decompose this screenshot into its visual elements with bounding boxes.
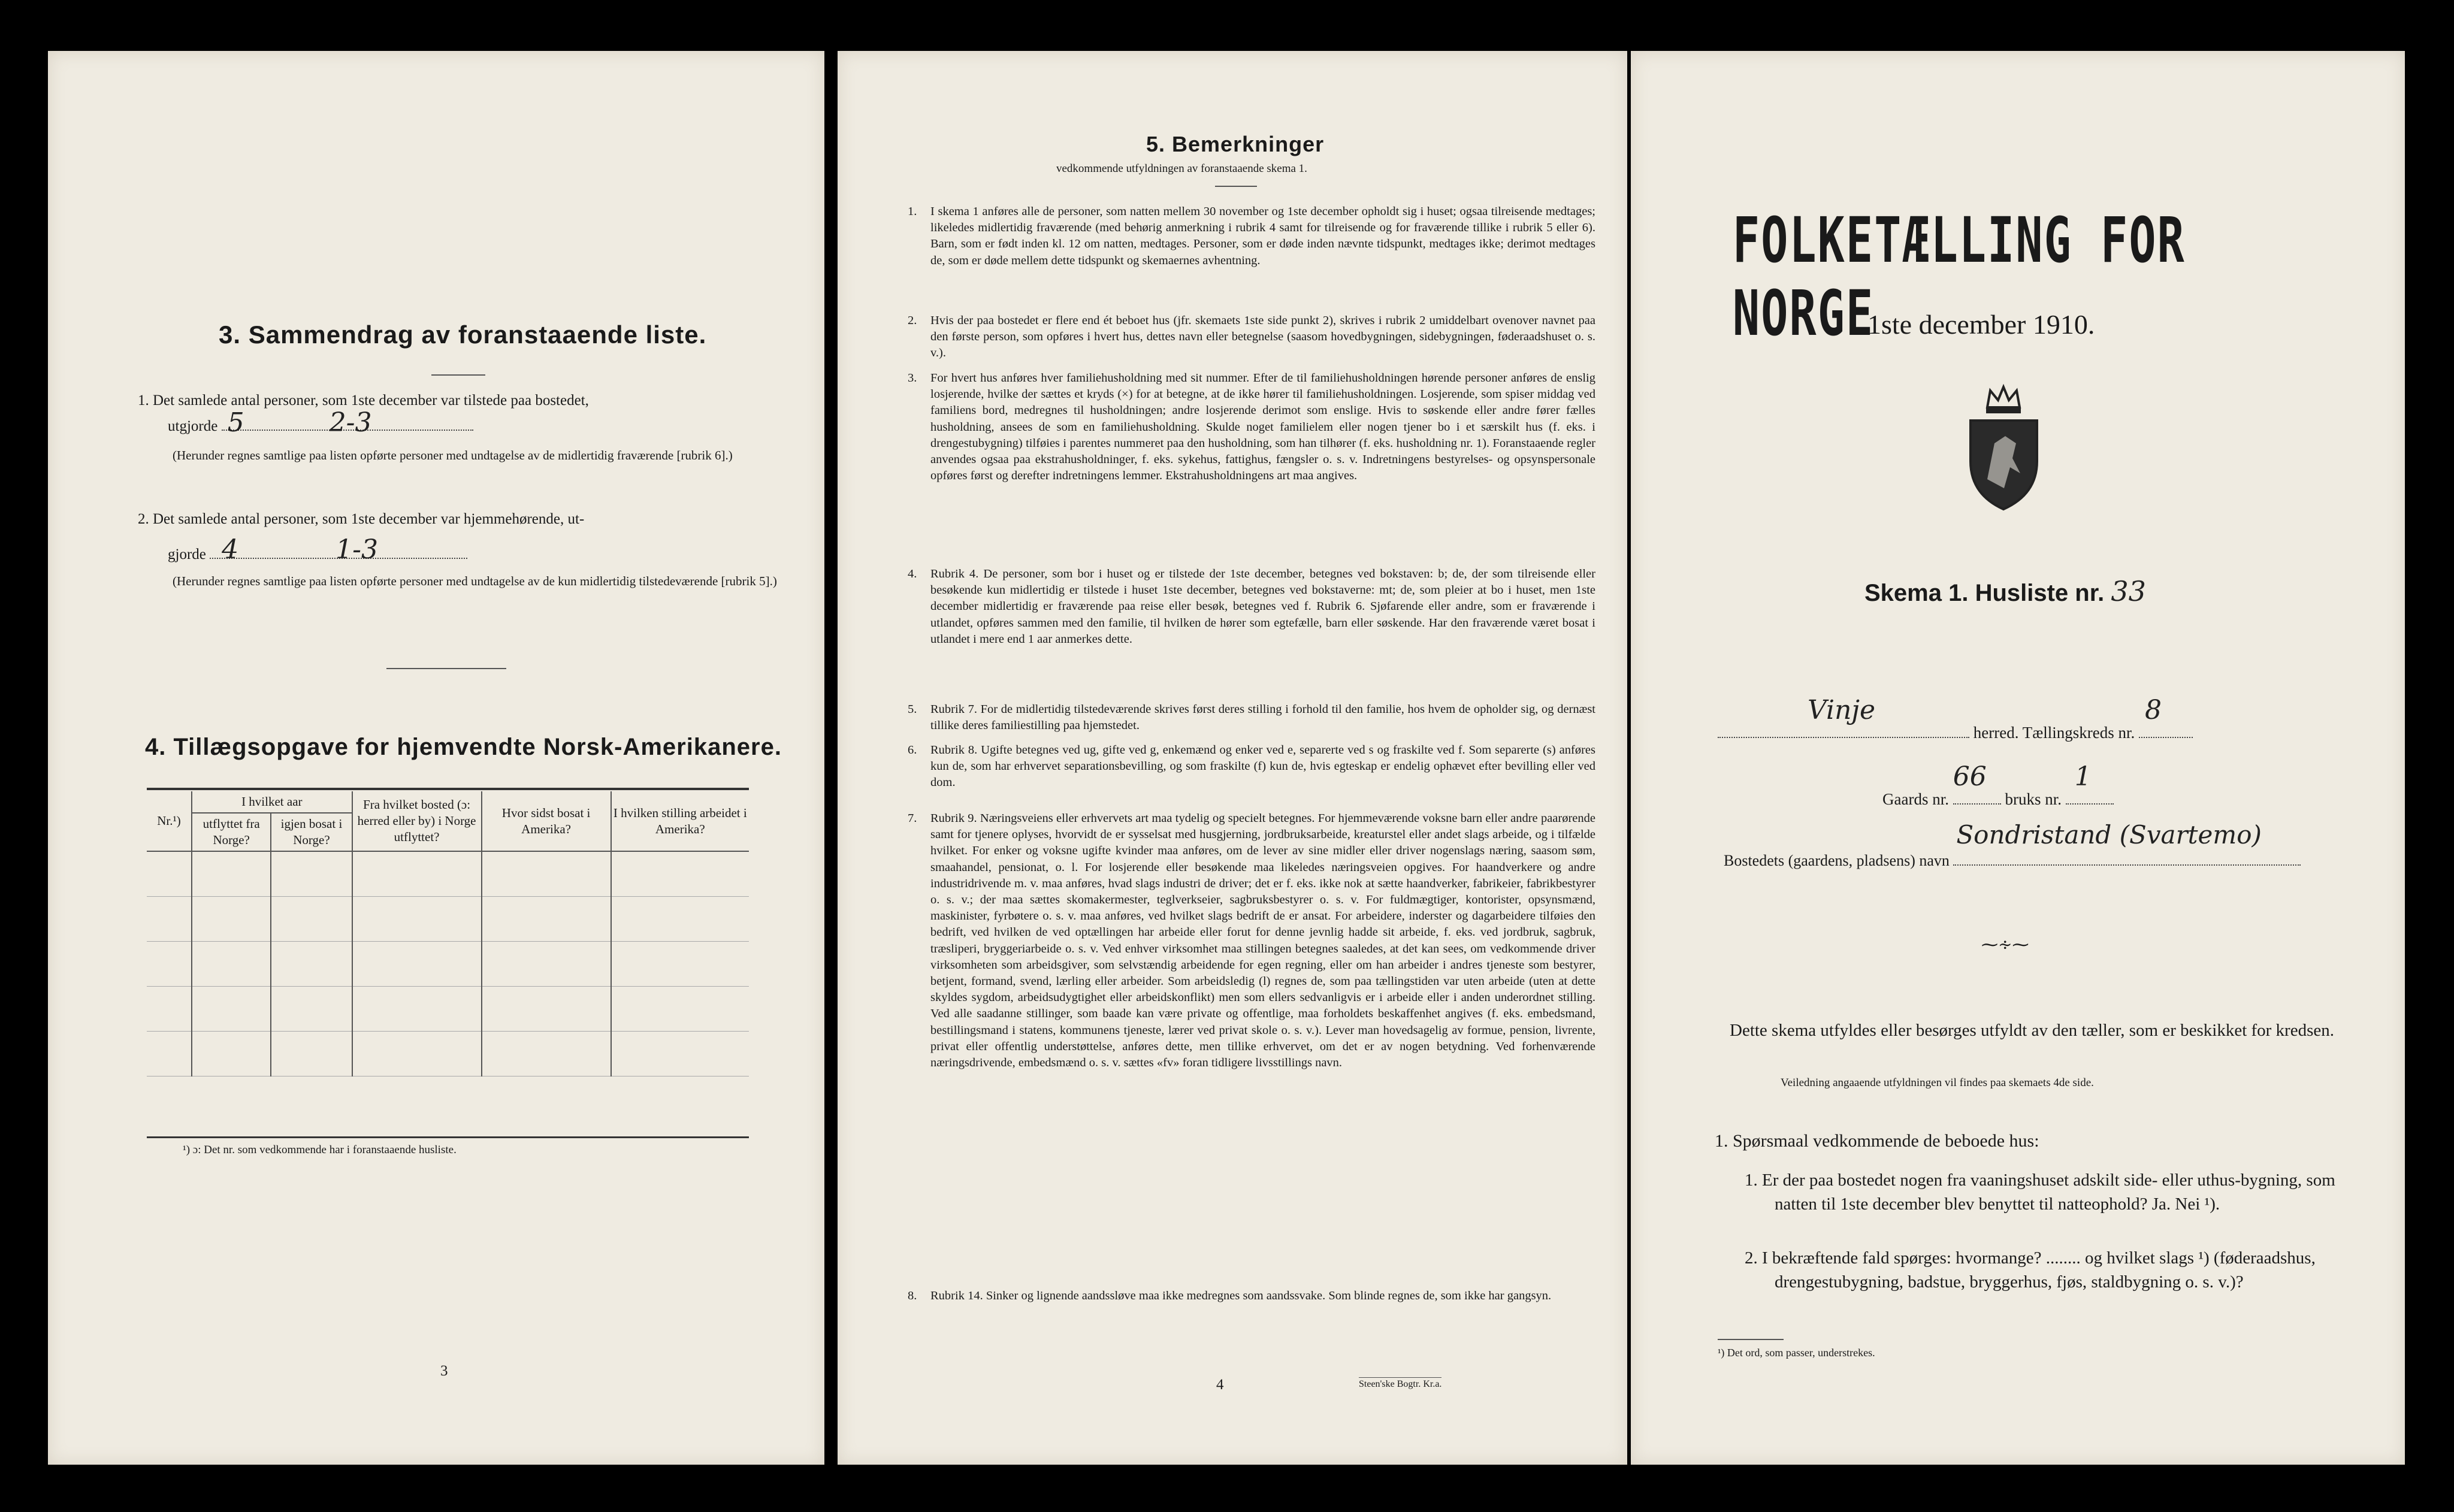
question-2: 2. I bekræftende fald spørges: hvormange? ........ og hvilket slags ¹) (føderaadshus, drengestubygning, badstue, bryggerhus, fjøs, staldbygning o. s. v.)? <box>1745 1248 2316 1292</box>
col-from-place: Fra hvilket bosted (ɔ: herred eller by) i Norge utflyttet? <box>352 791 482 851</box>
item1-text: 1. Det samlede antal personer, som 1ste december var tilstede paa bostedet, <box>138 392 589 409</box>
printer-mark: Steen'ske Bogtr. Kr.a. <box>1359 1377 1441 1390</box>
norsk-amerikanere-table <box>147 791 749 1076</box>
table-row <box>147 1032 749 1076</box>
table-row <box>147 942 749 987</box>
herred-hand: Vinje <box>1808 695 1876 725</box>
divider <box>1215 186 1257 187</box>
bruks-hand: 1 <box>2074 761 2092 792</box>
table-top-rule <box>147 788 749 790</box>
item2-text: 2. Det samlede antal personer, som 1ste december var hjemmehørende, ut- <box>138 511 585 527</box>
col-emigrated: utflyttet fra Norge? <box>192 813 271 851</box>
question-1: 1. Er der paa bostedet nogen fra vaaningshuset adskilt side- eller uthus-bygning, som natten til 1ste december blev benyttet til natteophold? Ja. Nei ¹). <box>1745 1171 2335 1214</box>
divider <box>1718 1339 1784 1340</box>
item2-hand-b: 1-3 <box>336 534 378 565</box>
item1-hand-b: 2-3 <box>329 407 372 438</box>
item1-value-line <box>168 407 767 438</box>
remarks-title: 5. Bemerkninger <box>1146 132 1325 156</box>
col-group-year: I hvilket aar <box>192 791 352 813</box>
right-page <box>1631 51 2405 1465</box>
item2-prefix: gjorde <box>168 546 206 563</box>
item1-prefix: utgjorde <box>168 418 218 434</box>
remark-item-1: 1. I skema 1 anføres alle de personer, som natten mellem 30 november og 1ste december opholdt sig i huset; ogsaa tilreisende medtages; likeledes midlertidig fraværende (med behørig anmerkning i rubrik 4 samt for tilreisende og for fraværende tillike i rubrik 5 eller 6). Barn, som er født inden kl. 12 om natten, medtages. Personer, som er døde inden nævnte tidspunkt, medtages ikke; derimot medtages de, som er døde mellem dette tidspunkt og skemaernes avhentning. <box>908 205 1595 267</box>
coat-of-arms-icon <box>1963 383 2044 512</box>
page-number: 4 <box>1216 1377 1224 1393</box>
divider <box>386 668 506 669</box>
ornament-icon: ⁓∻⁓ <box>1981 936 2029 954</box>
right-footnote: ¹) Det ord, som passer, understrekes. <box>1718 1347 1875 1359</box>
item1-note: (Herunder regnes samtlige paa listen opførte personer med undtagelse av de midlertidig fraværende [rubrik 6].) <box>173 448 733 462</box>
bosted-label: Bostedets (gaardens, pladsens) navn <box>1724 852 1950 869</box>
schema-line <box>1864 575 2146 607</box>
middle-page <box>838 51 1627 1465</box>
tellingskreds-hand: 8 <box>2144 695 2162 725</box>
census-date: 1ste december 1910. <box>1867 309 2095 340</box>
remark-item-8: 8. Rubrik 14. Sinker og lignende aandssløve maa ikke medregnes som aandssvake. Som blinde regnes de, som ikke har gangsyn. <box>908 1289 1552 1302</box>
bosted-hand: Sondristand (Svartemo) <box>1956 820 2262 849</box>
tellingskreds-label: Tællingskreds nr. <box>2022 724 2135 742</box>
bruks-label: bruks nr. <box>2005 790 2062 808</box>
section4-title: 4. Tillægsopgave for hjemvendte Norsk-Amerikanere. <box>145 734 782 760</box>
col-occupation: I hvilken stilling arbeidet i Amerika? <box>611 791 749 851</box>
remark-item-7: 7. Rubrik 9. Næringsveiens eller erhvervets art maa tydelig og specielt betegnes. For hjemmeværende voksne barn eller andre paarørende samt for tjenere oplyses, hvorvidt de er sysselsat med husgjerning, jordbruksarbeide, kreaturstel eller andet slags arbeide, og i tilfælde hvilket. For enker og voksne ugifte kvinder maa anføres, om de lever av sine midler eller driver nogenslags næring, saasom søm, smaahandel, pensionat, o. l. For losjerende eller besøkende maa likeledes næringsveien opgives. For haandverkere og andre industridrivende m. v. maa anføres, hvad slags industri de driver; det er f. eks. ikke nok at sætte haandverker, fabrikeier, fabrikbestyrer o. s. v.; der maa sættes skomakermester, teglverkseier, sagbruksbestyrer o. s. v. For fuldmægtiger, kontorister, opsynsmænd, maskinister, fyrbøtere o. s. v. maa anføres, ved hvilket slags bedrift de er ansat. For arbeidere, inderster og dagarbeidere tilføies den bedrift, ved hvilken de ved optællingen har arbeide eller forut for denne jevnlig hadde sit arbeide, f. eks. ved jordbruk, sagbruk, træsliperi, bryggeriarbeide o. s. v. Ved enhver virksomhet maa stillingen betegnes saaledes, at det kan sees, om vedkommende driver virksomheten som arbeidsgiver, som selvstændig arbeidende for egen regning, eller om han arbeider i andres tjeneste som bestyrer, betjent, formand, svend, lærling eller arbeider. Som arbeidsledig (l) regnes de, som paa tællingstiden var uten arbeide (uten at dette skyldes sygdom, arbeidsudygtighet eller arbeidskonflikt) men som ellers sedvanligvis er i arbeide eller i anden underordnet stilling. Ved alle saadanne stillinger, som baade kan være private og offentlige, maa forholdets beskaffenhet angives (f. eks. embedsmand, bestillingsmand i statens, kommunens tjeneste, lærer ved privat skole o. s. v.). Lever man hovedsagelig av formue, pension, livrente, privat eller offentlig understøttelse, anføres dette, men tillike erhvervet, om det er av nogen betydning. Ved forhenværende næringsdrivende, embedsmænd o. s. v. sættes «fv» foran tidligere livsstillings navn. <box>908 812 1595 1070</box>
divider <box>431 374 485 376</box>
remark-item-6: 6. Rubrik 8. Ugifte betegnes ved ug, gifte ved g, enkemænd og enker ved e, separerte ved s og fraskilte ved f. Som separerte (s) anføres kun de, som har erhvervet separationsbevilling, og som fraskilte (f) kun de, hvis egteskap er endelig ophævet efter bevilling eller ved dom. <box>908 743 1595 790</box>
col-nr: Nr.¹) <box>147 791 192 851</box>
table-bottom-rule <box>147 1136 749 1138</box>
bosted-line <box>1724 820 2371 870</box>
table-row <box>147 987 749 1032</box>
herred-line <box>1718 695 2347 742</box>
questions-heading: 1. Spørsmaal vedkommende de beboede hus: <box>1715 1131 2039 1151</box>
remark-item-4: 4. Rubrik 4. De personer, som bor i huset og er tilstede der 1ste december, betegnes ved bokstaven: b; de, der som tilreisende eller besøkende kun midlertidig er tilstede i huset 1ste december, betegnes ved bokstaverne: mt; de, som pleier at bo i huset, men 1ste december midlertidig er fraværende paa reise eller besøk, betegnes ved f. Rubrik 6. Sjøfarende eller andre, som er fraværende i utlandet, opføres sammen med den familie, til hvilken de hører som egtefælle, barn eller søskende. Har den fraværende været bosat i utlandet i mere end 1 aar anmerkes dette. <box>908 567 1595 646</box>
col-returned: igjen bosat i Norge? <box>271 813 352 851</box>
item1-hand-a: 5 <box>227 407 244 438</box>
page-number: 3 <box>440 1363 448 1379</box>
gaards-hand: 66 <box>1953 761 1987 792</box>
section3-title: 3. Sammendrag av foranstaaende liste. <box>219 320 707 349</box>
left-page <box>48 51 824 1465</box>
gaards-line <box>1882 761 2114 809</box>
schema-label: Skema 1. Husliste nr. <box>1864 580 2105 606</box>
item2-note: (Herunder regnes samtlige paa listen opførte personer med undtagelse av de kun midlertidig tilstedeværende [rubrik 5].) <box>173 574 777 588</box>
census-title: FOLKETÆLLING FOR NORGE <box>1733 204 2186 350</box>
remark-item-3: 3. For hvert hus anføres hver familiehusholdning med sit nummer. Efter de til familiehusholdningen hørende personer anføres de enslig losjerende, hvilke der sættes et kryds (×) for at betegne, at de ikke hører til familiehusholdningen. Losjerende, som spiser middag ved familiens bord, medregnes til husholdningen; andre losjerende derimot som enslige. Hvis to søskende eller andre fører fælles husholdning, ansees de som en familiehusholdning. Skulde noget familielem eller nogen tjener bo i et særskilt hus (f. eks. i drengestubygning) tilføies i parentes nummeret paa den husholdning, som han tilhører (f. eks. husholdning nr. 1). Foranstaaende regler anvendes ogsaa paa ekstrahusholdninger, f. eks. sykehus, fattighus, fængsler o. s. v. Indretningens bestyrelses- og opsynspersonale opføres først og derefter indretningens lemmer. Ekstrahusholdningens art maa angives. <box>908 371 1595 483</box>
col-last-america: Hvor sidst bosat i Amerika? <box>482 791 611 851</box>
husliste-number: 33 <box>2111 575 2146 607</box>
table-row <box>147 897 749 942</box>
item2-hand-a: 4 <box>222 534 239 565</box>
gaards-label: Gaards nr. <box>1882 790 1949 808</box>
intro-text: Dette skema utfyldes eller besørges utfyldt av den tæller, som er beskikket for kredsen. <box>1730 1021 2334 1040</box>
herred-label: herred. <box>1973 724 2019 742</box>
remark-item-2: 2. Hvis der paa bostedet er flere end ét beboet hus (jfr. skemaets 1ste side punkt 2), skrives i rubrik 2 umiddelbart ovenover navnet paa den første person, som opføres i hvert hus, dettes navn eller betegnelse (saasom hovedbygningen, sidebygningen, føderaadshuset o. s. v.). <box>908 314 1595 360</box>
remark-item-5: 5. Rubrik 7. For de midlertidig tilstedeværende skrives først deres stilling i forhold til den familie, hos hvem de opholder sig, og dernæst tillike deres familiestilling paa hjemstedet. <box>908 703 1595 733</box>
intro-small: Veiledning angaaende utfyldningen vil findes paa skemaets 4de side. <box>1781 1076 2094 1089</box>
table-row <box>147 851 749 897</box>
remarks-subtitle: vedkommende utfyldningen av foranstaaende skema 1. <box>1056 162 1307 175</box>
left-footnote: ¹) ɔ: Det nr. som vedkommende har i foranstaaende husliste. <box>183 1144 457 1156</box>
item2-value-line <box>168 534 767 566</box>
